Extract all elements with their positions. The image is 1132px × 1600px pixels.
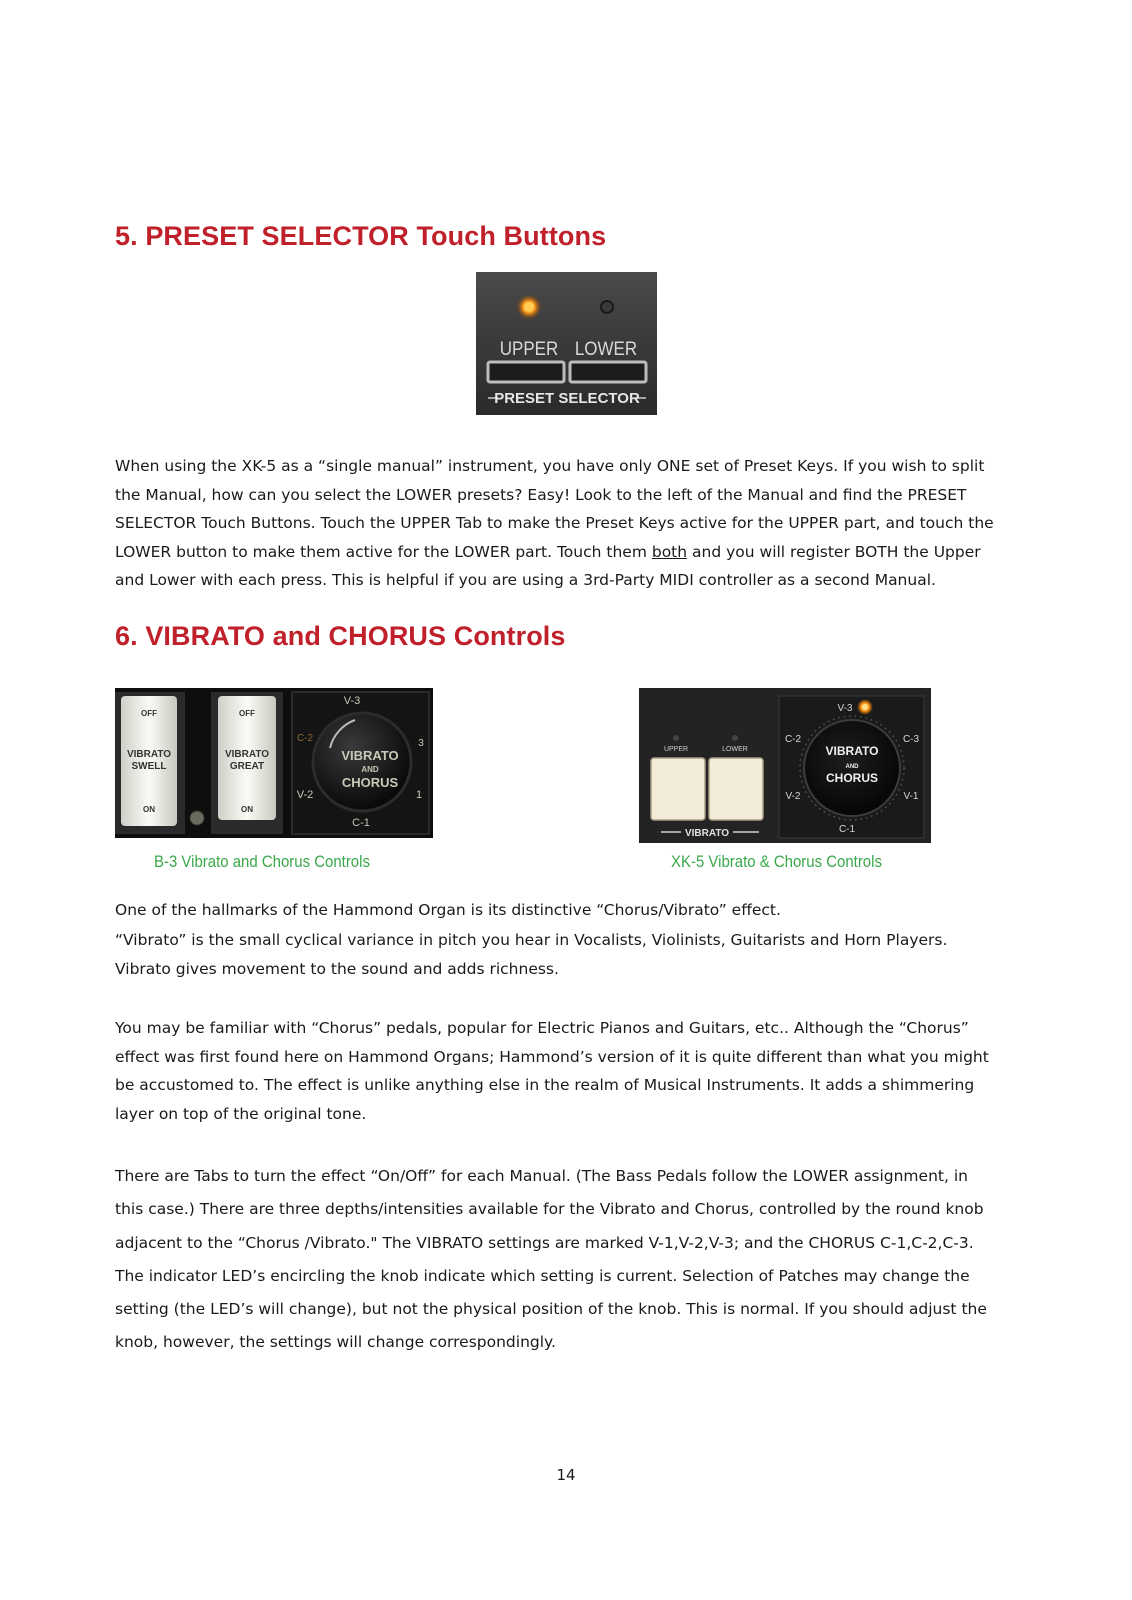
tab-text: OFF — [239, 709, 255, 718]
paragraph-line: this case.) There are three depths/intensities available for the Vibrato and Chorus, controlled by the round knob — [115, 1200, 984, 1219]
preset-selector-panel-label: PRESET SELECTOR — [494, 390, 640, 407]
tab-text: VIBRATO — [224, 749, 270, 760]
section-6-paragraph-1 — [115, 896, 1015, 985]
preset-selector-photo — [476, 272, 657, 415]
knob-text: AND — [361, 765, 379, 774]
paragraph-line: knob, however, the settings will change correspondingly. — [115, 1333, 556, 1352]
b3-vibrato-photo — [115, 688, 433, 838]
knob-mark: V-3 — [343, 695, 361, 707]
paragraph-line: setting (the LED’s will change), but not the physical position of the knob. This is normal. If you should adjust the — [115, 1300, 987, 1319]
caption-b3: B-3 Vibrato and Chorus Controls — [154, 852, 370, 871]
tab-text: SWELL — [131, 761, 167, 772]
paragraph-line: the Manual, how can you select the LOWER presets? Easy! Look to the left of the Manual and find the PRESET — [115, 485, 967, 504]
knob-mark: V-1 — [903, 791, 919, 802]
paragraph-line: and Lower with each press. This is helpful if you are using a 3rd-Party MIDI controller as a second Manual. — [115, 571, 936, 590]
upper-touch-button[interactable] — [488, 362, 564, 382]
section-5-paragraph — [115, 452, 1015, 595]
knob-mark: C-1 — [352, 817, 370, 829]
paragraph-line: When using the XK-5 as a “single manual” instrument, you have only ONE set of Preset Keys. If you wish to split — [115, 457, 985, 475]
knob-text: VIBRATO — [341, 748, 399, 763]
paragraph-line — [115, 538, 1015, 567]
tab-text: ON — [143, 805, 155, 814]
xk5-vibrato-panel-label: VIBRATO — [684, 828, 730, 839]
page-number: 14 — [556, 1466, 576, 1484]
paragraph-line: “Vibrato” is the small cyclical variance in pitch you hear in Vocalists, Violinists, Guitarists and Horn Players. — [115, 930, 948, 949]
xk5-upper-label: UPPER — [663, 746, 689, 753]
knob-mark: 3 — [418, 738, 424, 749]
paragraph-line: The indicator LED’s encircling the knob indicate which setting is current. Selection of Patches may change the — [115, 1266, 970, 1285]
paragraph-line: You may be familiar with “Chorus” pedals, popular for Electric Pianos and Guitars, etc.. Although the “Chorus” — [115, 1019, 969, 1037]
tab-text: VIBRATO — [126, 749, 172, 760]
screw-icon — [190, 811, 204, 825]
xk5-vibrato-photo — [639, 688, 931, 843]
tab-text: GREAT — [229, 761, 265, 772]
paragraph-line: be accustomed to. The effect is unlike anything else in the realm of Musical Instruments. It adds a shimmering — [115, 1076, 975, 1095]
knob-text: CHORUS — [341, 775, 399, 790]
knob-mark: 1 — [415, 789, 423, 801]
xk5-upper-vibrato-tab[interactable] — [651, 758, 705, 820]
lower-led-icon — [601, 301, 613, 313]
paragraph-line: Vibrato gives movement to the sound and adds richness. — [115, 960, 559, 978]
knob-mark: C-2 — [296, 733, 314, 744]
paragraph-line: layer on top of the original tone. — [115, 1105, 367, 1124]
section-6-heading: 6. VIBRATO and CHORUS Controls — [115, 621, 566, 651]
knob-mark: V-2 — [296, 789, 314, 801]
paragraph-line: adjacent to the “Chorus /Vibrato." The VIBRATO settings are marked V-1,V-2,V-3; and the CHORUS C-1,C-2,C-3. — [115, 1233, 974, 1252]
xk5-lower-vibrato-tab[interactable] — [709, 758, 763, 820]
knob-mark: C-3 — [902, 734, 920, 745]
knob-mark: V-2 — [785, 791, 801, 802]
knob-text: VIBRATO — [825, 744, 879, 758]
paragraph-line: effect was first found here on Hammond Organs; Hammond’s version of it is quite different than what you might — [115, 1047, 989, 1066]
paragraph-fragment: LOWER button to make them active for the LOWER part. Touch them — [115, 542, 652, 561]
lower-label: LOWER — [574, 336, 638, 360]
knob-text: AND — [845, 764, 859, 770]
section-6-paragraph-2 — [115, 1014, 1015, 1129]
tab-text: ON — [241, 805, 253, 814]
section-5-heading: 5. PRESET SELECTOR Touch Buttons — [115, 221, 607, 251]
tab-text: OFF — [141, 709, 157, 718]
paragraph-line: There are Tabs to turn the effect “On/Off” for each Manual. (The Bass Pedals follow the LOWER assignment, in — [115, 1167, 968, 1185]
paragraph-fragment: and you will register BOTH the Upper — [687, 542, 981, 561]
knob-text: CHORUS — [825, 771, 879, 785]
lower-touch-button[interactable] — [570, 362, 646, 382]
paragraph-line: One of the hallmarks of the Hammond Organ is its distinctive “Chorus/Vibrato” effect. — [115, 901, 781, 919]
knob-mark: C-1 — [838, 824, 856, 835]
upper-label: UPPER — [499, 336, 559, 360]
caption-xk5: XK-5 Vibrato & Chorus Controls — [671, 852, 882, 871]
section-6-paragraph-3 — [115, 1160, 1015, 1360]
knob-mark: V-3 — [837, 703, 853, 714]
paragraph-line: SELECTOR Touch Buttons. Touch the UPPER Tab to make the Preset Keys active for the UPPER part, and touch the — [115, 514, 994, 533]
xk5-lower-label: LOWER — [722, 746, 748, 753]
knob-mark: C-2 — [784, 734, 802, 745]
underlined-word: both — [651, 542, 688, 561]
